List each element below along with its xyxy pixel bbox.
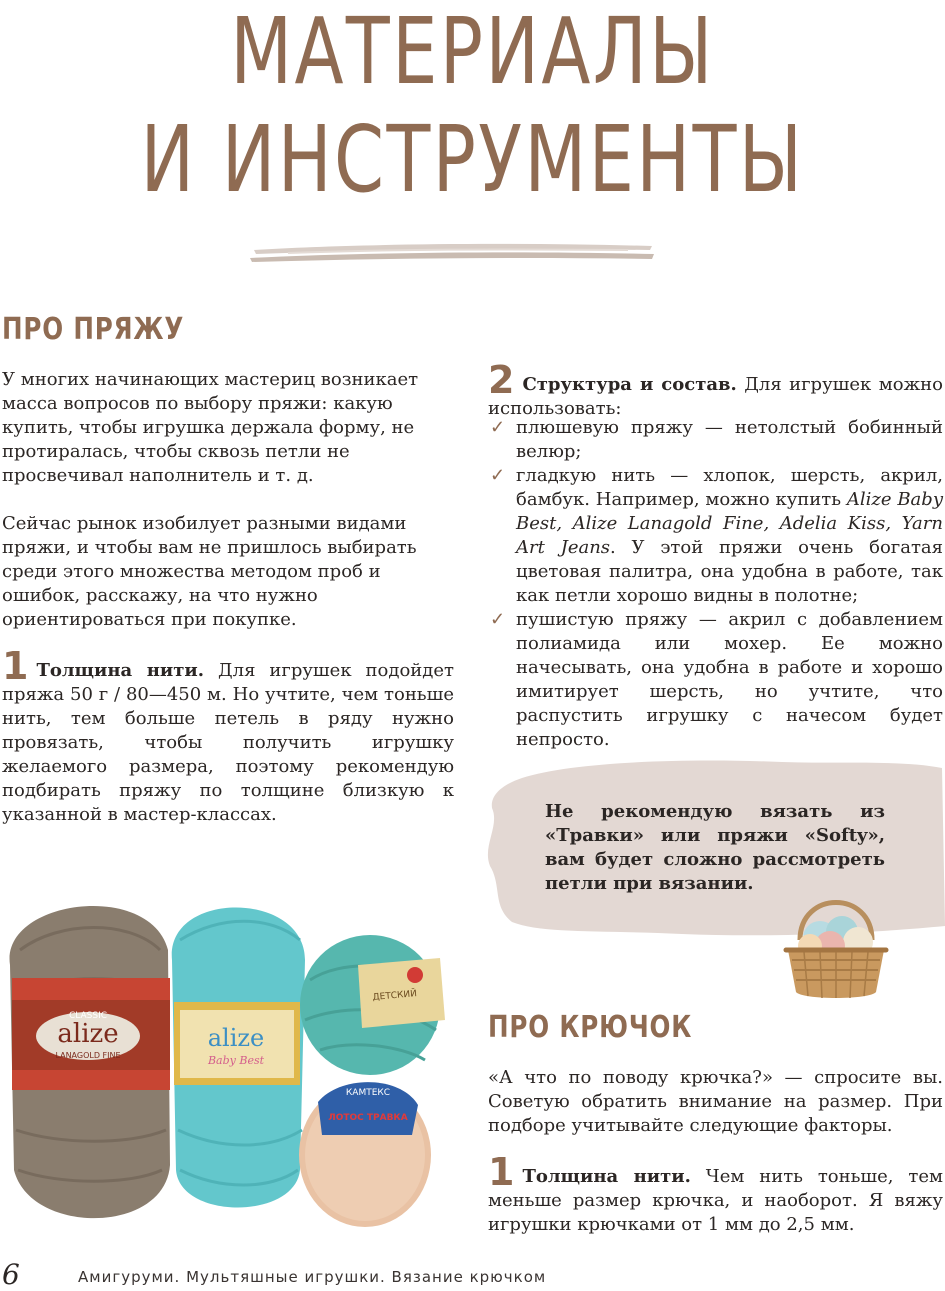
hook-section-heading: ПРО КРЮЧОК — [488, 1010, 693, 1045]
point-text: Чем нить тоньше, тем меньше размер крючка, и наоборот. Я вяжу игрушки крючками от 1 мм до 2,5 мм. — [488, 1166, 943, 1235]
point-label: Структура и состав. — [522, 374, 737, 395]
point-number: 1 — [488, 1150, 515, 1194]
skein1-name-label: LANAGOLD FINE — [55, 1051, 121, 1060]
hook-intro-paragraph: «А что по поводу крючка?» — спросите вы. Советую обратить внимание на размер. При подборе учитывайте следующие факторы. — [488, 1067, 943, 1136]
skein-detsky — [300, 935, 445, 1075]
book-title-footer: Амигуруми. Мультяшные игрушки. Вязание крючком — [78, 1268, 547, 1286]
yarn-section-heading: ПРО ПРЯЖУ — [2, 312, 185, 347]
skein3-label: ДЕТСКИЙ — [372, 989, 418, 1003]
skein-lanagold — [10, 906, 170, 1218]
checkmark-icon: ✓ — [490, 609, 506, 630]
hook-point-1 — [488, 1150, 943, 1237]
checkmark-icon: ✓ — [490, 465, 506, 486]
yarn-point-2 — [488, 358, 943, 421]
point-text: Для игрушек можно использовать: — [488, 374, 943, 419]
point-text: Для игрушек подойдет пряжа 50 г / 80—450 м. Но учтите, чем тоньше нить, тем больше петель в ряду нужно провязать, чтобы получить игрушку желаемого размера, поэтому рекомендую подбирать пряжу по толщине близкую к указанной в мастер-классах. — [2, 660, 454, 825]
skein2-brand-label: alize — [207, 1024, 265, 1052]
point-label: Толщина нити. — [36, 660, 205, 681]
skein4-brand-label: КАМТЕКС — [345, 1088, 391, 1098]
list-item: ✓ пушистую пряжу — акрил с добавлением полиамида или мохер. Ее можно начесывать, она удобна в работе и хорошо имитирует шерсть, но учтите, что распустить игрушку с начесом будет непросто. — [490, 609, 943, 750]
list-item: ✓ гладкую нить — хлопок, шерсть, акрил, бамбук. Например, можно купить Alize Baby Best, Alize Lanagold Fine, Adelia Kiss, Yarn Art Jeans. У этой пряжи очень богатая цветовая палитра, она удобна в работе, так как петли хорошо видны в полотне; — [490, 465, 943, 606]
page-title-line1: МАТЕРИАЛЫ — [230, 0, 715, 105]
yarn-brands: Alize Baby Best, Alize Lanagold Fine, Adelia Kiss, Yarn Art Jeans — [516, 489, 943, 558]
yarn-basket-icon — [780, 880, 892, 1002]
yarn-skeins-photo — [0, 880, 450, 1235]
point-label: Толщина нити. — [522, 1166, 691, 1187]
skein1-brand-label: alize — [57, 1019, 119, 1049]
page-number: 6 — [2, 1258, 20, 1291]
list-item: ✓ плюшевую пряжу — нетолстый бобинный велюр; — [490, 417, 943, 462]
yarn-note: Не рекомендую вязать из «Травки» или пряжи «Softy», вам будет сложно рассмотреть петли при вязании. — [545, 801, 885, 894]
title-divider — [248, 238, 658, 268]
yarn-market-paragraph: Сейчас рынок изобилует разными видами пряжи, и чтобы вам не пришлось выбирать среди этого множества методом проб и ошибок, расскажу, на что нужно ориентироваться при покупке. — [2, 513, 417, 630]
yarn-type-list — [488, 416, 943, 752]
page-title-line2: И ИНСТРУМЕНТЫ — [140, 106, 805, 213]
point-number: 1 — [2, 644, 29, 688]
skein4-name-label: ЛОТОС ТРАВКА — [328, 1113, 408, 1123]
skein-lotos-travka — [299, 1082, 431, 1227]
point-number: 2 — [488, 358, 515, 402]
skein1-sub-label: CLASSIC — [68, 1011, 108, 1021]
skein-baby-best — [172, 908, 305, 1208]
yarn-intro-paragraph: У многих начинающих мастериц возникает масса вопросов по выбору пряжи: какую купить, чтобы игрушка держала форму, не протиралась, чтобы сквозь петли не просвечивал наполнитель и т. д. — [2, 369, 419, 486]
checkmark-icon: ✓ — [490, 417, 506, 438]
yarn-point-1 — [2, 644, 454, 827]
skein2-name-label: Baby Best — [207, 1054, 265, 1067]
